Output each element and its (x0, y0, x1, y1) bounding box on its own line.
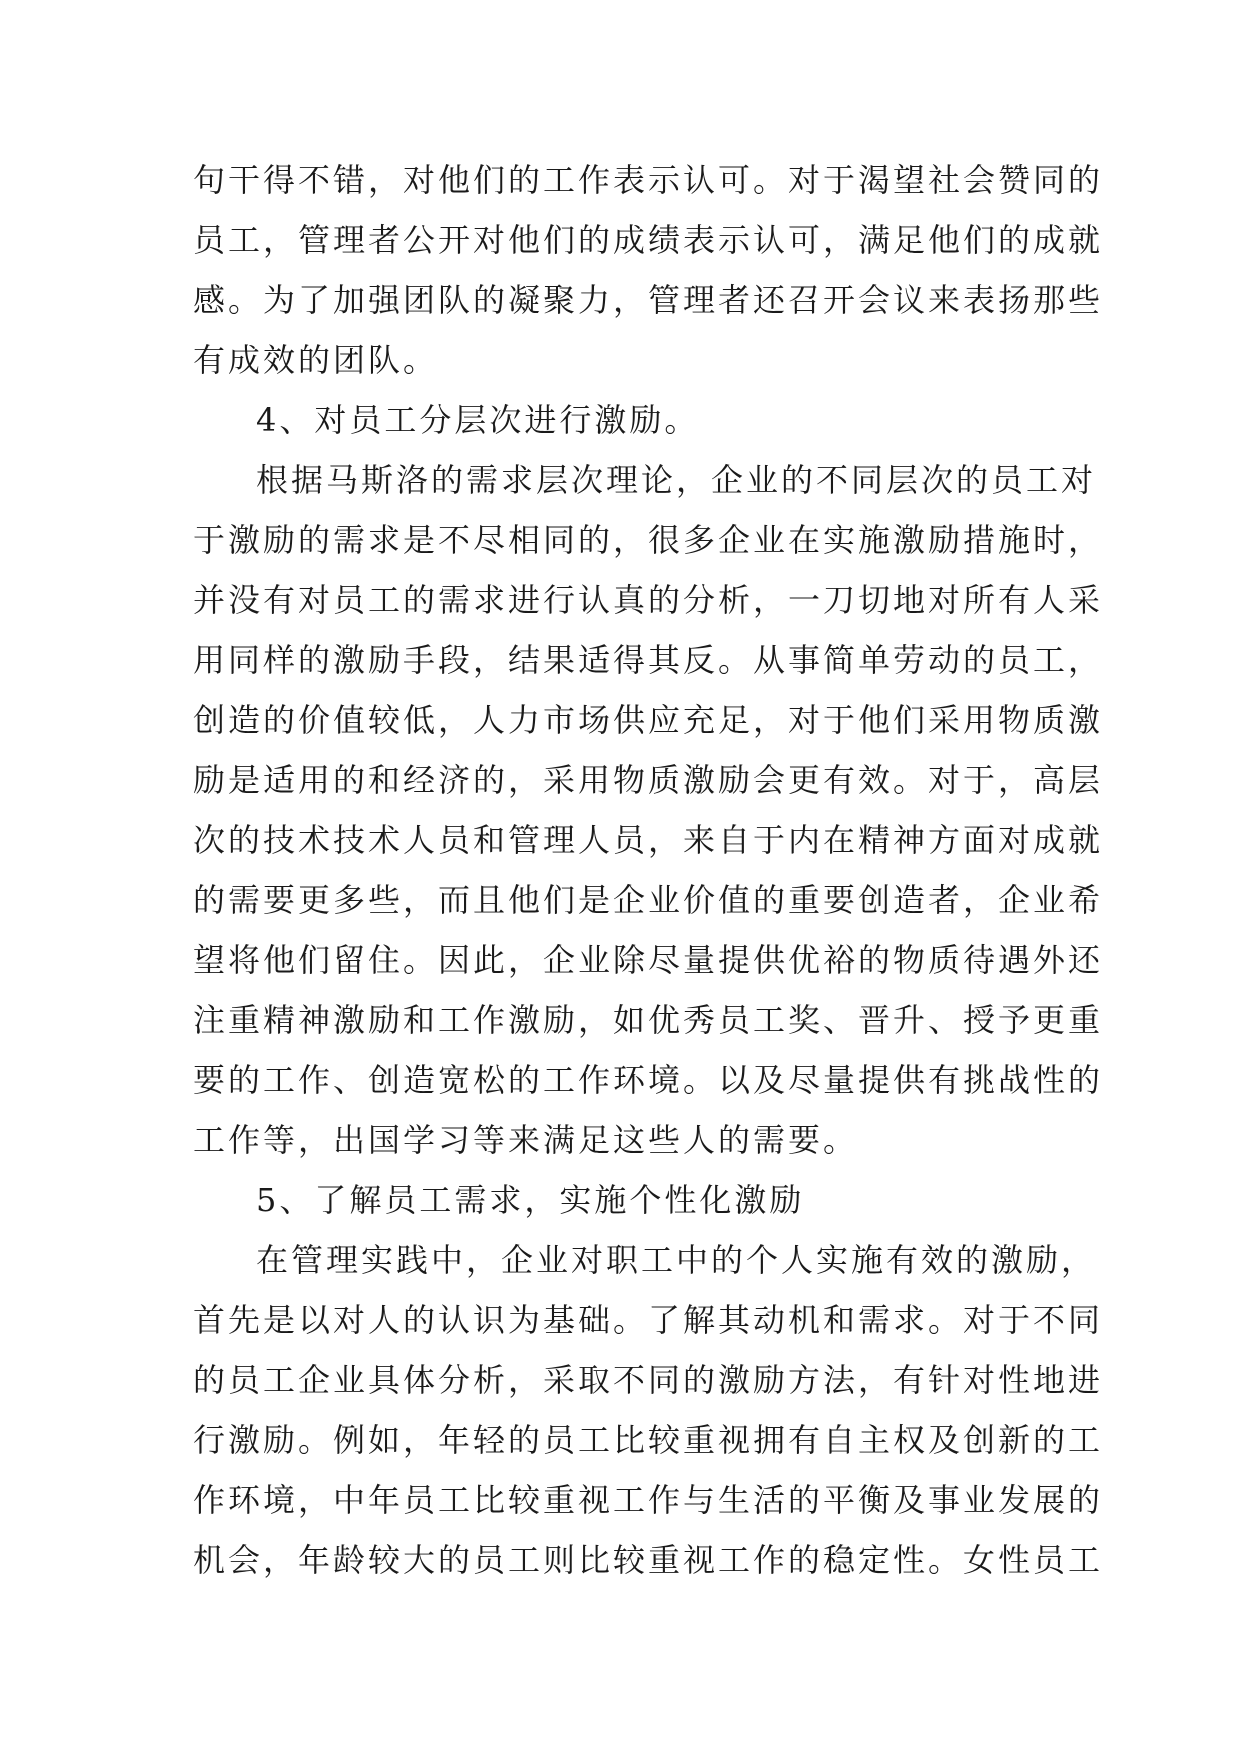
section-heading: 4、对员工分层次进行激励。 (256, 401, 700, 439)
text-line: 并没有对员工的需求进行认真的分析，一刀切地对所有人采 (193, 581, 1104, 619)
text-line: 的员工企业具体分析，采取不同的激励方法，有针对性地进 (193, 1361, 1104, 1399)
text-line: 次的技术技术人员和管理人员，来自于内在精神方面对成就 (193, 821, 1104, 859)
text-line: 望将他们留住。因此，企业除尽量提供优裕的物质待遇外还 (193, 941, 1104, 979)
text-line: 励是适用的和经济的，采用物质激励会更有效。对于，高层 (193, 761, 1104, 799)
text-line: 注重精神激励和工作激励，如优秀员工奖、晋升、授予更重 (193, 1001, 1104, 1039)
text-line: 于激励的需求是不尽相同的，很多企业在实施激励措施时， (193, 521, 1104, 559)
text-line: 机会，年龄较大的员工则比较重视工作的稳定性。女性员工 (193, 1541, 1104, 1579)
text-line: 首先是以对人的认识为基础。了解其动机和需求。对于不同 (193, 1301, 1104, 1339)
section-heading: 5、了解员工需求，实施个性化激励 (256, 1181, 805, 1219)
text-line: 要的工作、创造宽松的工作环境。以及尽量提供有挑战性的 (193, 1061, 1104, 1099)
text-line: 根据马斯洛的需求层次理论，企业的不同层次的员工对 (256, 461, 1097, 499)
text-line: 感。为了加强团队的凝聚力，管理者还召开会议来表扬那些 (193, 281, 1104, 319)
text-line: 创造的价值较低，人力市场供应充足，对于他们采用物质激 (193, 701, 1104, 739)
text-line: 用同样的激励手段，结果适得其反。从事简单劳动的员工， (193, 641, 1104, 679)
text-line: 的需要更多些，而且他们是企业价值的重要创造者，企业希 (193, 881, 1104, 919)
text-line: 有成效的团队。 (193, 341, 439, 379)
text-line: 句干得不错，对他们的工作表示认可。对于渴望社会赞同的 (193, 161, 1104, 199)
text-line: 在管理实践中，企业对职工中的个人实施有效的激励， (256, 1241, 1097, 1279)
text-line: 行激励。例如，年轻的员工比较重视拥有自主权及创新的工 (193, 1421, 1104, 1459)
text-line: 工作等，出国学习等来满足这些人的需要。 (193, 1121, 859, 1159)
text-line: 员工，管理者公开对他们的成绩表示认可，满足他们的成就 (193, 221, 1104, 259)
text-line: 作环境，中年员工比较重视工作与生活的平衡及事业发展的 (193, 1481, 1104, 1519)
